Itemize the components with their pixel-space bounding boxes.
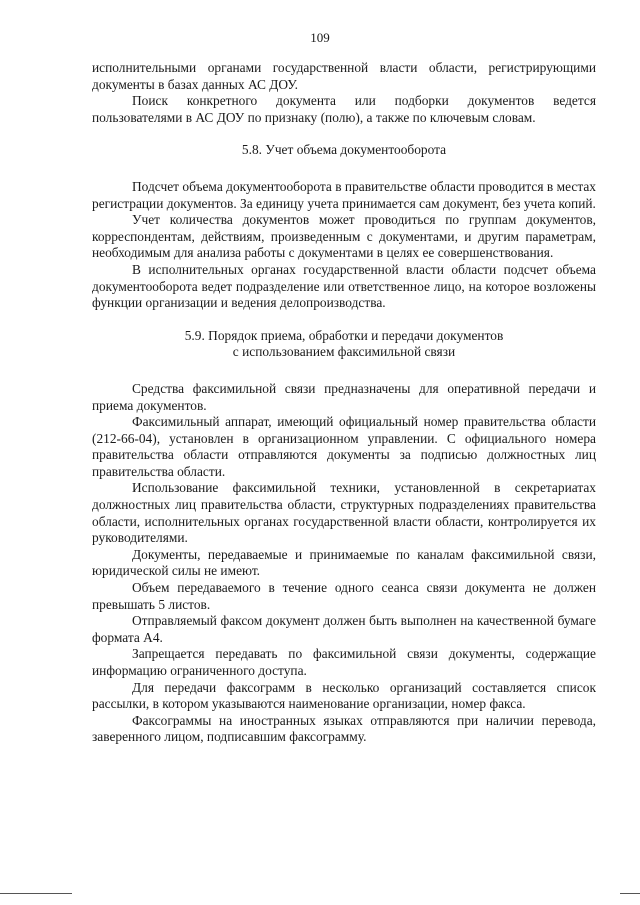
paragraph-5-9-8: Для передачи факсограмм в несколько организаций составляется список рассылки, в котором указываются наименование организации, номер факса. xyxy=(92,679,596,712)
paragraph-5-9-3: Использование факсимильной техники, установленной в секретариатах должностных лиц правительства области, структурных подразделениях правительства области, исполнительных органах государственной власти области, контролируется их руководителями. xyxy=(92,480,596,546)
paragraph-5-9-7: Запрещается передавать по факсимильной связи документы, содержащие информацию ограниченного доступа. xyxy=(92,646,596,678)
section-heading-5-9-line1: 5.9. Порядок приема, обработки и передачи документов xyxy=(184,327,504,343)
page-number: 109 xyxy=(310,30,330,45)
paragraph-5-8-2: Учет количества документов может проводиться по группам документов, корреспондентам, действиям, произведенным с документами, и другим параметрам, необходимым для анализа работы с документами в целях ее совершенствования. xyxy=(92,212,596,261)
document-body xyxy=(92,60,596,746)
paragraph-5-9-6: Отправляемый факсом документ должен быть выполнен на качественной бумаге формата А4. xyxy=(92,613,596,645)
section-heading-5-9-line2: с использованием факсимильной связи xyxy=(232,344,456,360)
paragraph-search: Поиск конкретного документа или подборки документов ведется пользователями в АС ДОУ по признаку (полю), а также по ключевым словам. xyxy=(92,93,596,125)
paragraph-5-9-9: Факсограммы на иностранных языках отправляются при наличии перевода, заверенного лицом, подписавшим факсограмму. xyxy=(92,712,596,745)
paragraph-5-9-5: Объем передаваемого в течение одного сеанса связи документа не должен превышать 5 листов. xyxy=(92,580,596,612)
footer-divider-left xyxy=(0,893,72,894)
paragraph-continuation: исполнительными органами государственной власти области, регистрирующими документы в базах данных АС ДОУ. xyxy=(92,60,596,92)
section-heading-5-8 xyxy=(92,142,596,159)
paragraph-5-8-3: В исполнительных органах государственной власти области подсчет объема документооборота ведет подразделение или ответственное лицо, на которое возложены функции организации и ведения делопроизводства. xyxy=(92,261,596,311)
section-heading-5-9 xyxy=(92,328,596,361)
paragraph-5-9-4: Документы, передаваемые и принимаемые по каналам факсимильной связи, юридической силы не имеют. xyxy=(92,546,596,579)
footer-divider-right xyxy=(620,893,640,894)
paragraph-5-9-1: Средства факсимильной связи предназначены для оперативной передачи и приема документов. xyxy=(92,380,596,413)
section-heading-5-8-text: 5.8. Учет объема документооборота xyxy=(241,142,447,158)
paragraph-5-8-1: Подсчет объема документооборота в правительстве области проводится в местах регистрации документов. За единицу учета принимается сам документ, без учета копий. xyxy=(92,178,596,211)
paragraph-5-9-2: Факсимильный аппарат, имеющий официальный номер правительства области (212-66-04), установлен в организационном управлении. С официального номера правительства области отправляются документы за подписью должностных лиц правительства области. xyxy=(92,414,596,479)
